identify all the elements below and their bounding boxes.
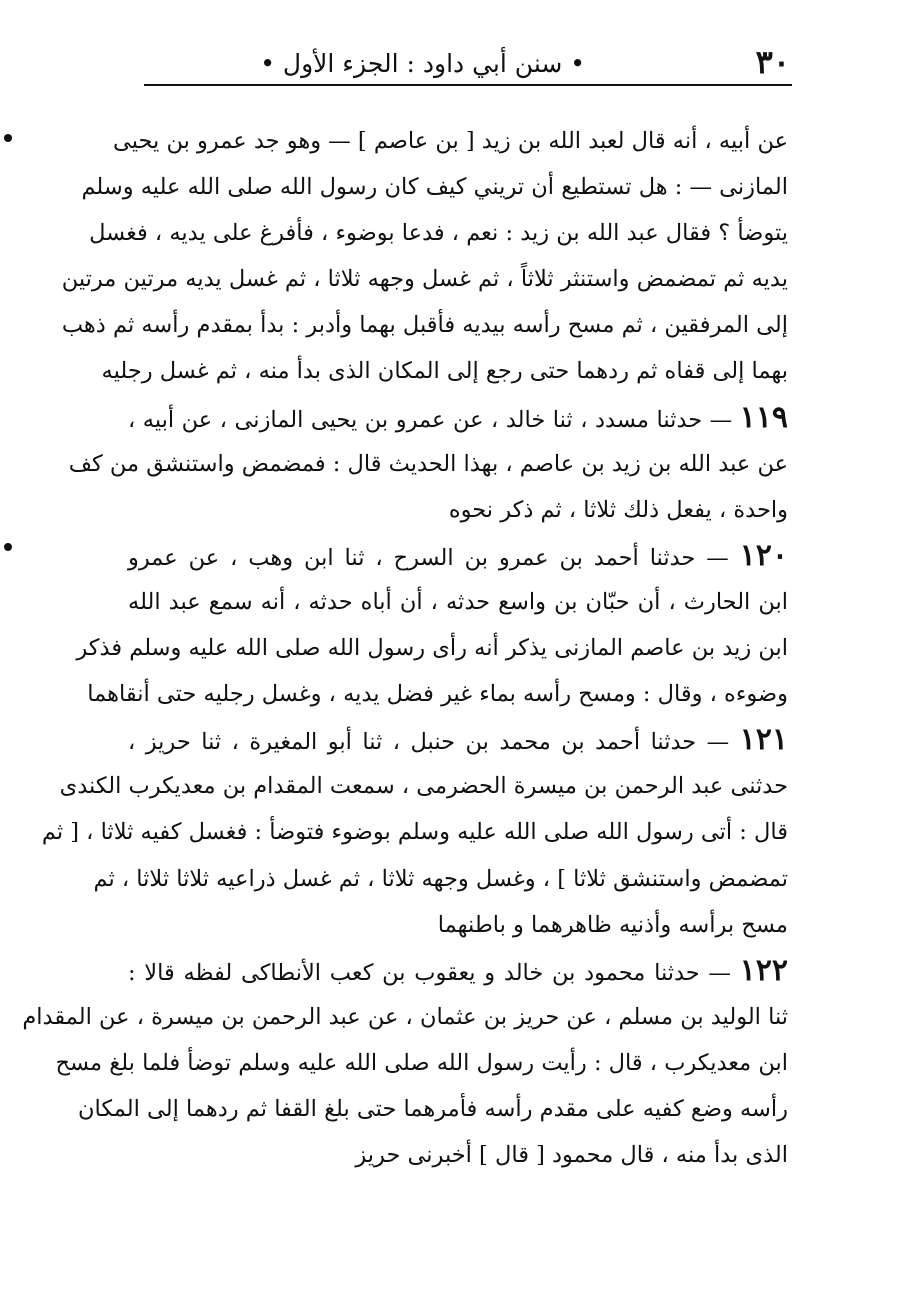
hadith-number: ١٢١ bbox=[739, 722, 788, 758]
text-line bbox=[93, 856, 788, 902]
hadith-number: ١١٩ bbox=[739, 399, 788, 435]
line-text: حدثنى عبد الرحمن بن ميسرة الحضرمى ، سمعت المقدام بن معديكرب الكندى bbox=[59, 773, 788, 800]
line-text: ابن زيد بن عاصم المازنى يذكر أنه رأى رسول الله صلى الله عليه وسلم فذكر bbox=[76, 635, 788, 662]
running-title: • سنن أبي داود : الجزء الأول • bbox=[260, 49, 585, 78]
text-line bbox=[128, 1132, 788, 1178]
margin-mark bbox=[4, 134, 12, 142]
text-line bbox=[128, 487, 788, 533]
hadith-number: ١٢٠ bbox=[739, 537, 788, 573]
text-line bbox=[89, 210, 788, 256]
line-text: ثنا الوليد بن مسلم ، عن حريز بن عثمان ، عن عبد الرحمن بن ميسرة ، عن المقدام bbox=[22, 1003, 788, 1030]
text-line bbox=[77, 1086, 788, 1132]
line-text: واحدة ، يفعل ذلك ثلاثا ، ثم ذكر نحوه bbox=[448, 496, 788, 523]
text-line bbox=[128, 717, 788, 763]
line-text: — حدثنا أحمد بن عمرو بن السرح ، ثنا ابن وهب ، عن عمرو bbox=[128, 544, 740, 571]
line-text: — حدثنا مسدد ، ثنا خالد ، عن عمرو بن يحيى المازنى ، عن أبيه ، bbox=[128, 406, 740, 433]
line-text: مسح برأسه وأذنيه ظاهرهما و باطنهما bbox=[437, 911, 788, 938]
line-text: عن أبيه ، أنه قال لعبد الله بن زيد [ بن عاصم ] — وهو جد عمرو بن يحيى bbox=[112, 128, 788, 154]
text-line bbox=[81, 164, 788, 210]
line-text: يديه ثم تمضمض واستنثر ثلاثاً ، ثم غسل وجهه ثلاثا ، ثم غسل يديه مرتين مرتين bbox=[61, 266, 788, 293]
text-line bbox=[61, 302, 788, 348]
line-text: قال : أتى رسول الله صلى الله عليه وسلم بوضوء فتوضأ : فغسل كفيه ثلاثا ، [ ثم bbox=[41, 819, 788, 846]
line-text: ابن معديكرب ، قال : رأيت رسول الله صلى الله عليه وسلم توضأ فلما بلغ مسح bbox=[55, 1049, 788, 1076]
line-text: رأسه وضع كفيه على مقدم رأسه فأمرهما حتى بلغ القفا ثم ردهما إلى المكان bbox=[77, 1095, 788, 1122]
body-text bbox=[22, 118, 788, 1178]
text-line bbox=[76, 625, 788, 671]
hadith-number: ١٢٢ bbox=[739, 952, 788, 988]
line-text: — حدثنا أحمد بن محمد بن حنبل ، ثنا أبو المغيرة ، ثنا حريز ، bbox=[128, 729, 740, 756]
text-line bbox=[128, 948, 788, 994]
margin-mark bbox=[4, 543, 12, 551]
line-text: بهما إلى قفاه ثم ردهما حتى رجع إلى المكان الذى بدأ منه ، ثم غسل رجليه bbox=[101, 358, 788, 385]
text-line bbox=[128, 533, 788, 579]
text-line bbox=[59, 763, 788, 809]
line-text: تمضمض واستنشق ثلاثا ] ، وغسل وجهه ثلاثا ، ثم غسل ذراعيه ثلاثا ثلاثا ، ثم bbox=[93, 865, 788, 892]
text-line bbox=[68, 441, 788, 487]
line-text: عن عبد الله بن زيد بن عاصم ، بهذا الحديث قال : فمضمض واستنشق من كف bbox=[68, 450, 788, 477]
text-line bbox=[112, 118, 788, 164]
line-text: — حدثنا محمود بن خالد و يعقوب بن كعب الأنطاكى لفظه قالا : bbox=[128, 959, 740, 986]
header-rule bbox=[144, 84, 792, 86]
text-line bbox=[22, 994, 788, 1040]
text-line bbox=[61, 256, 788, 302]
line-text: المازنى — : هل تستطيع أن تريني كيف كان رسول الله صلى الله عليه وسلم bbox=[81, 174, 788, 201]
page-header bbox=[140, 42, 790, 88]
line-text: ابن الحارث ، أن حبّان بن واسع حدثه ، أن أباه حدثه ، أنه سمع عبد الله bbox=[128, 588, 788, 615]
text-line bbox=[128, 579, 788, 625]
text-line bbox=[101, 348, 788, 394]
line-text: إلى المرفقين ، ثم مسح رأسه بيديه فأقبل بهما وأدبر : بدأ بمقدم رأسه ثم ذهب bbox=[61, 312, 788, 339]
line-text: الذى بدأ منه ، قال محمود [ قال ] أخبرنى حريز bbox=[355, 1142, 788, 1169]
line-text: يتوضأ ؟ فقال عبد الله بن زيد : نعم ، فدعا بوضوء ، فأفرغ على يديه ، فغسل bbox=[89, 220, 788, 247]
text-line bbox=[128, 902, 788, 948]
text-line bbox=[55, 1040, 788, 1086]
text-line bbox=[87, 671, 788, 717]
page-number: ٣٠ bbox=[755, 43, 790, 81]
text-line bbox=[41, 809, 788, 855]
text-line bbox=[128, 395, 788, 441]
line-text: وضوءه ، وقال : ومسح رأسه بماء غير فضل يديه ، وغسل رجليه حتى أنقاهما bbox=[87, 681, 788, 708]
